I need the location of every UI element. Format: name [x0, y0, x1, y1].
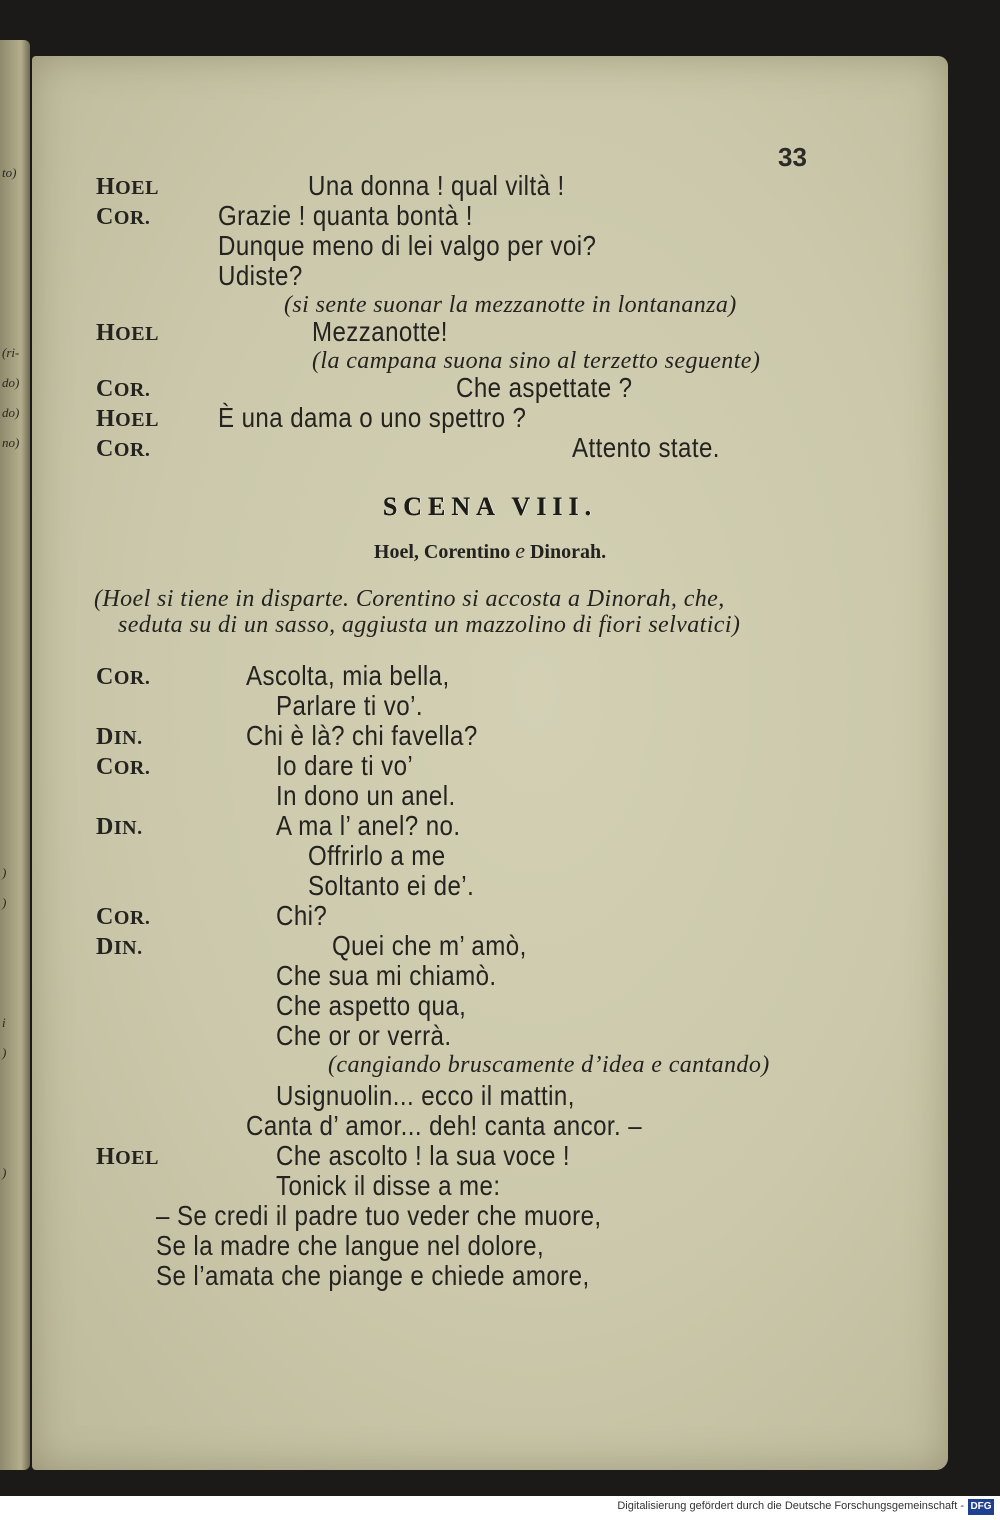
speaker-name: COR. — [96, 664, 151, 690]
verse-line: Quei che m’ amò, — [332, 930, 527, 961]
verse-line: Canta d’ amor... deh! canta ancor. – — [246, 1110, 643, 1141]
scene-direction-line: seduta su di un sasso, aggiusta un mazzolino di fiori selvatici) — [118, 612, 741, 638]
speaker-name: DIN. — [96, 724, 143, 750]
speaker-name: COR. — [96, 754, 151, 780]
verse-line: Soltanto ei de’. — [308, 870, 475, 901]
verse-line: Che aspettate ? — [456, 372, 633, 403]
scene-characters-conjunction: e — [515, 538, 525, 563]
scene-characters — [32, 538, 948, 564]
verse-line: Chi? — [276, 900, 328, 931]
prev-page-fragment: no) — [2, 435, 20, 450]
stage-direction: (cangiando bruscamente d’idea e cantando) — [328, 1052, 770, 1078]
speaker-name: COR. — [96, 436, 151, 462]
stage-direction: (la campana suona sino al terzetto seguente) — [312, 348, 761, 374]
prev-page-fragment: ) — [2, 1045, 7, 1060]
speaker-name: HOEL — [96, 320, 159, 346]
scene-title: SCENA VIII. — [382, 492, 598, 521]
verse-line: È una dama o uno spettro ? — [218, 402, 527, 433]
verse-line: Offrirlo a me — [308, 840, 446, 871]
speaker-name: COR. — [96, 376, 151, 402]
scene-characters-first: Hoel, Corentino — [373, 541, 511, 563]
verse-line: Attento state. — [572, 432, 720, 463]
verse-line: Udiste? — [218, 260, 303, 291]
verse-line: Che ascolto ! la sua voce ! — [276, 1140, 571, 1171]
digitization-footer — [0, 1496, 1000, 1520]
verse-line: Se la madre che langue nel dolore, — [156, 1230, 545, 1261]
verse-line: Mezzanotte! — [312, 316, 448, 347]
book-page — [32, 56, 948, 1470]
prev-page-fragment: (ri- — [2, 345, 20, 360]
verse-line: Che or or verrà. — [276, 1020, 452, 1051]
verse-line: Parlare ti vo’. — [276, 690, 423, 721]
prev-page-fragment: ) — [2, 865, 7, 880]
verse-line: – Se credi il padre tuo veder che muore, — [156, 1200, 602, 1231]
previous-page-edge — [0, 40, 30, 1470]
verse-line: Dunque meno di lei valgo per voi? — [218, 230, 597, 261]
page-number: 33 — [778, 142, 807, 172]
verse-line: In dono un anel. — [276, 780, 456, 811]
speaker-name: DIN. — [96, 934, 143, 960]
scene-characters-last: Dinorah. — [529, 541, 607, 563]
verse-line: Che aspetto qua, — [276, 990, 467, 1021]
footer-credit-text: Digitalisierung gefördert durch die Deutsche Forschungsgemeinschaft - — [617, 1500, 964, 1512]
scene-direction-line: (Hoel si tiene in disparte. Corentino si accosta a Dinorah, che, — [94, 586, 725, 612]
verse-line: Chi è là? chi favella? — [246, 720, 478, 751]
prev-page-fragment: to) — [2, 165, 17, 180]
verse-line: Io dare ti vo’ — [276, 750, 414, 781]
prev-page-fragment: do) — [2, 375, 20, 390]
prev-page-fragment: do) — [2, 405, 20, 420]
speaker-name: HOEL — [96, 406, 159, 432]
speaker-name: COR. — [96, 204, 151, 230]
prev-page-fragment: i — [2, 1015, 6, 1030]
stage-direction: (si sente suonar la mezzanotte in lontananza) — [284, 292, 737, 318]
prev-page-fragment: ) — [2, 1165, 7, 1180]
speaker-name: HOEL — [96, 1144, 159, 1170]
verse-line: Tonick il disse a me: — [276, 1170, 501, 1201]
verse-line: Che sua mi chiamò. — [276, 960, 497, 991]
verse-line: Usignuolin... ecco il mattin, — [276, 1080, 575, 1111]
speaker-name: HOEL — [96, 174, 159, 200]
verse-line: Grazie ! quanta bontà ! — [218, 200, 473, 231]
verse-line: Una donna ! qual viltà ! — [308, 170, 565, 201]
speaker-name: DIN. — [96, 814, 143, 840]
speaker-name: COR. — [96, 904, 151, 930]
prev-page-fragment: ) — [2, 895, 7, 910]
verse-line: Se l’amata che piange e chiede amore, — [156, 1260, 590, 1291]
dfg-logo: DFG — [968, 1499, 994, 1515]
verse-line: A ma l’ anel? no. — [276, 810, 461, 841]
verse-line: Ascolta, mia bella, — [246, 660, 450, 691]
